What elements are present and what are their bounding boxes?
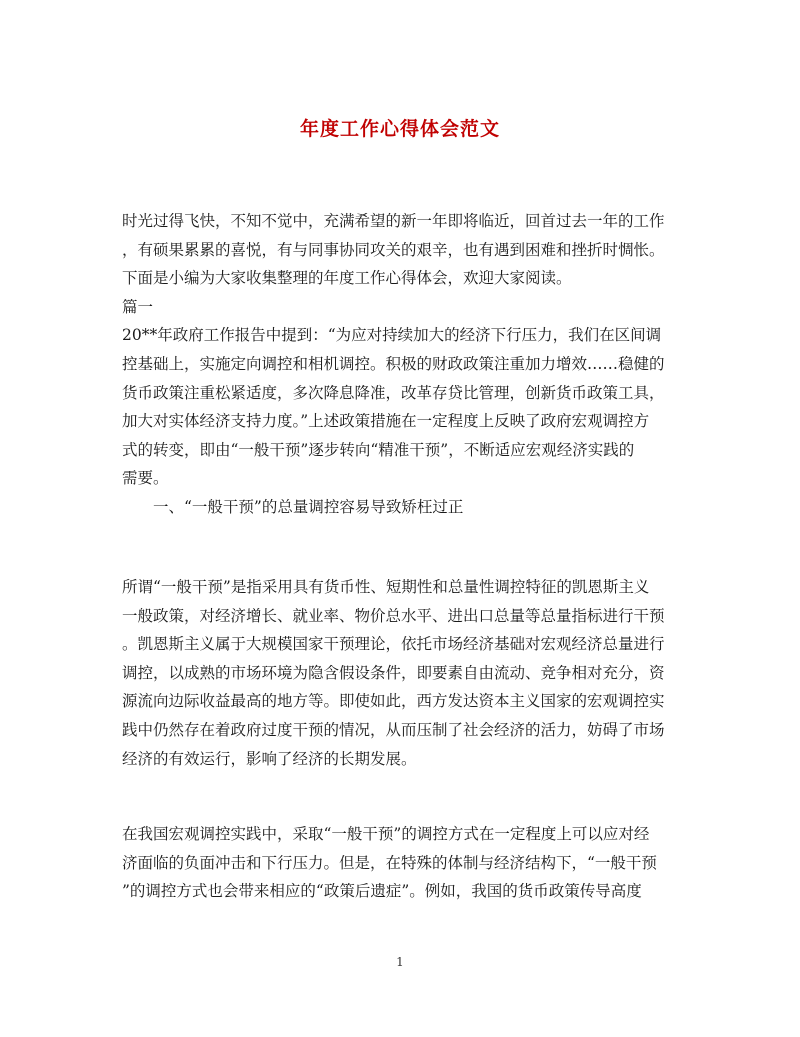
paragraph3-line: 在我国宏观调控实践中，采取“一般干预”的调控方式在一定程度上可以应对经 <box>122 825 650 843</box>
page-number: 1 <box>396 955 404 969</box>
paragraph2-line: 。凯恩斯主义属于大规模国家干预理论，依托市场经济基础对宏观经济总量进行 <box>122 635 665 654</box>
intro-line: 时光过得飞快，不知不觉中，充满希望的新一年即将临近，回首过去一年的工作 <box>122 212 665 230</box>
section-label: 篇一 <box>122 297 154 316</box>
paragraph1-line: 式的转变，即由“一般干预”逐步转向“精准干预”，不断适应宏观经济实践的 <box>122 440 635 459</box>
paragraph2-line: 践中仍然存在着政府过度干预的情况，从而压制了社会经济的活力，妨碍了市场 <box>122 720 665 739</box>
paragraph1-line: 加大对实体经济支持力度。”上述政策措施在一定程度上反映了政府宏观调控方 <box>122 412 650 431</box>
paragraph2-line: 经济的有效运行，影响了经济的长期发展。 <box>122 749 417 768</box>
paragraph1-line: 控基础上，实施定向调控和相机调控。积极的财政政策注重加力增效……稳健的 <box>122 354 665 373</box>
section-heading: 一、“一般干预”的总量调控容易导致矫枉过正 <box>153 497 464 516</box>
paragraph2-line: 源流向边际收益最高的地方等。即使如此，西方发达资本主义国家的宏观调控实 <box>122 692 665 711</box>
paragraph1-line: 20**年政府工作报告中提到：“为应对持续加大的经济下行压力，我们在区间调 <box>122 326 662 345</box>
intro-line: ，有硕果累累的喜悦，有与同事协同攻关的艰辛，也有遇到困难和挫折时惆怅。 <box>122 240 665 259</box>
paragraph2-line: 所谓“一般干预”是指采用具有货币性、短期性和总量性调控特征的凯恩斯主义 <box>122 578 650 596</box>
intro-line: 下面是小编为大家收集整理的年度工作心得体会，欢迎大家阅读。 <box>122 269 572 288</box>
paragraph2-line: 一般政策，对经济增长、就业率、物价总水平、进出口总量等总量指标进行干预 <box>122 606 665 625</box>
document-title: 年度工作心得体会范文 <box>299 118 500 140</box>
paragraph2-line: 调控，以成熟的市场环境为隐含假设条件，即要素自由流动、竞争相对充分，资 <box>122 663 665 682</box>
paragraph2 <box>122 573 678 773</box>
intro-paragraph <box>122 207 678 522</box>
paragraph1-line: 需要。 <box>122 469 169 488</box>
paragraph1-line: 货币政策注重松紧适度，多次降息降准，改革存贷比管理，创新货币政策工具， <box>122 383 665 402</box>
paragraph3 <box>122 820 678 906</box>
paragraph3-line: ”的调控方式也会带来相应的“政策后遗症”。例如，我国的货币政策传导高度 <box>122 882 642 901</box>
paragraph3-line: 济面临的负面冲击和下行压力。但是，在特殊的体制与经济结构下，“一般干预 <box>122 853 657 872</box>
